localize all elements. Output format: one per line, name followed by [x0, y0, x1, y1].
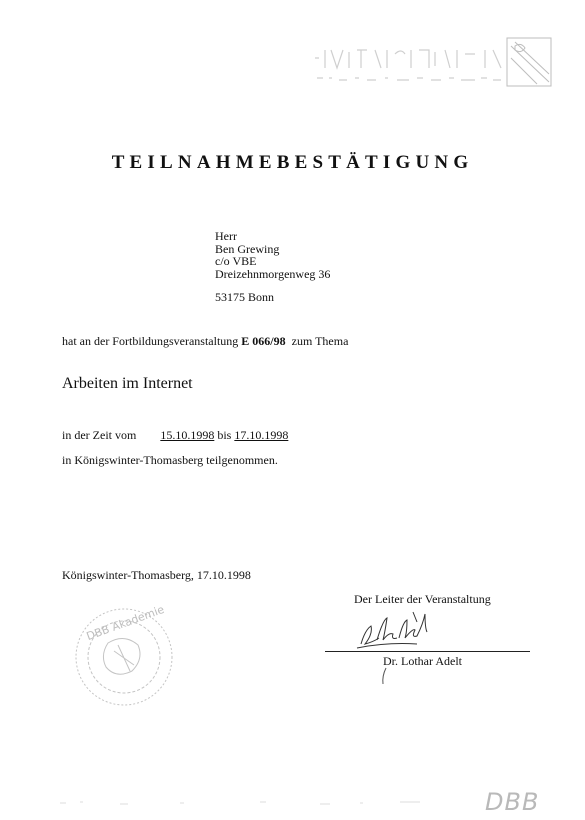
participation-suffix: zum Thema: [291, 334, 349, 348]
date-to: 17.10.1998: [234, 428, 289, 442]
recipient-care-of: c/o VBE: [215, 254, 257, 268]
official-stamp: [72, 605, 177, 710]
period-line: [62, 428, 288, 443]
date-from: 15.10.1998: [160, 428, 215, 442]
location-sentence: in Königswinter-Thomasberg teilgenommen.: [62, 453, 278, 467]
signature-line: [325, 651, 530, 652]
recipient-name: Ben Grewing: [215, 241, 280, 256]
recipient-address: [215, 230, 330, 280]
event-code: E 066/98: [241, 334, 286, 348]
participation-line: [62, 334, 348, 349]
recipient-street: Dreizehnmorgenweg 36: [215, 266, 331, 281]
stamp-text: DBB Akademie: [84, 605, 167, 644]
date-separator: bis: [217, 428, 232, 442]
scan-noise: [60, 795, 460, 805]
recipient-city: 53175 Bonn: [215, 290, 275, 304]
recipient-salutation: Herr: [215, 229, 237, 243]
signatory-name: Dr. Lothar Adelt: [383, 654, 462, 668]
letterhead-logo: [315, 36, 555, 92]
place-date: Königswinter-Thomasberg, 17.10.1998: [62, 568, 251, 582]
signature: [355, 608, 445, 654]
scan-mark: DBB: [485, 788, 540, 816]
pen-mark: [380, 666, 390, 686]
period-prefix: in der Zeit vom: [62, 428, 137, 442]
course-topic: Arbeiten im Internet: [62, 375, 193, 392]
document-title: TEILNAHMEBESTÄTIGUNG: [111, 152, 474, 173]
signatory-role: Der Leiter der Veranstaltung: [354, 592, 491, 606]
participation-prefix: hat an der Fortbildungsveranstaltung: [62, 334, 239, 348]
